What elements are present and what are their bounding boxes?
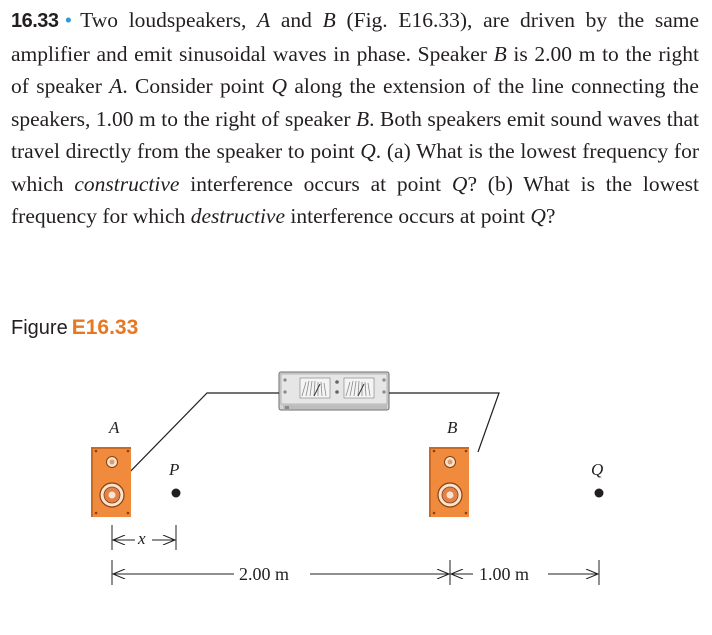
text-segment: ? (b) What is the lowest frequency for which <box>11 171 699 228</box>
figure-caption-number: E16.33 <box>71 316 139 339</box>
text-segment: and <box>270 8 323 32</box>
point-q-label: Q <box>591 460 604 479</box>
figure-diagram <box>0 350 712 635</box>
distance-ab-label: 2.00 m <box>239 564 290 584</box>
wire-b <box>389 393 499 452</box>
emphasis-constructive: constructive <box>74 171 180 196</box>
var-q: Q <box>360 139 376 163</box>
text-segment: interference occurs at point <box>285 204 531 228</box>
speaker-a-label: A <box>109 418 120 437</box>
figure-caption-prefix: Figure <box>11 317 68 339</box>
text-segment: ? <box>545 204 556 228</box>
speaker-b-label: B <box>447 418 458 437</box>
text-segment: along the extension of the line connecting the speakers, 1.00 m to the right of speaker <box>11 74 699 131</box>
text-segment: interference occurs at point <box>179 171 452 196</box>
text-segment: . Both speakers emit sound waves that travel directly from the speaker to point <box>11 106 699 163</box>
x-label: x <box>138 529 146 548</box>
text-segment: is 2.00 m to the right of speaker <box>11 41 699 98</box>
var-q: Q <box>271 74 288 98</box>
speaker-b-icon <box>429 447 469 517</box>
speaker-a-icon <box>91 447 131 517</box>
var-q: Q <box>530 204 546 228</box>
problem-number: 16.33 <box>11 10 59 32</box>
var-a: A <box>257 8 271 32</box>
text-segment: . (a) What is the lowest frequency for which <box>11 139 699 196</box>
distance-bq-label: 1.00 m <box>479 564 530 584</box>
text-segment: . Consider point <box>122 74 272 98</box>
var-a: A <box>109 74 123 98</box>
amplifier-icon <box>279 372 389 410</box>
var-b: B <box>322 8 336 32</box>
var-b: B <box>493 41 507 66</box>
var-b: B <box>356 106 370 131</box>
point-q-dot <box>595 489 604 498</box>
figure-caption <box>11 316 138 340</box>
text-segment: Two loudspeakers, <box>80 8 258 32</box>
bullet-icon: • <box>64 8 73 32</box>
wire-a <box>121 393 279 481</box>
var-q: Q <box>451 171 468 196</box>
point-p-label: P <box>169 460 180 479</box>
text-segment: (Fig. E16.33), are driven by the same amplifier and emit sinusoidal waves in phase. Speaker <box>11 8 700 66</box>
emphasis-destructive: destructive <box>190 204 286 228</box>
point-p-dot <box>172 489 181 498</box>
problem-text <box>11 4 699 233</box>
